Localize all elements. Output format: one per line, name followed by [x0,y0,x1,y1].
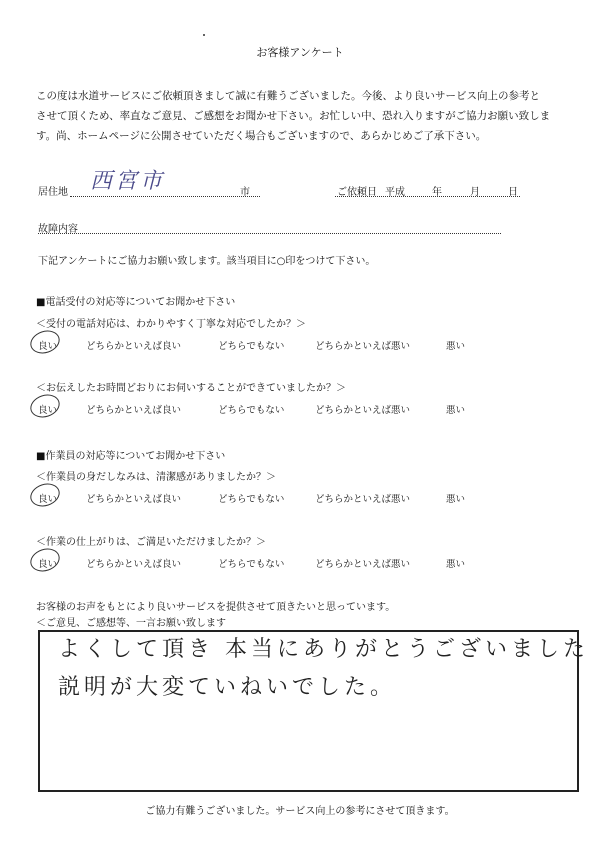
intro-text [36,86,576,146]
footer-text: ご協力有難うございました。サービス向上の参考にさせて頂きます。 [145,806,455,817]
option-good[interactable] [38,402,57,416]
selected-circle-mark [27,391,62,421]
request-date-era: 平成 [385,187,405,198]
option-somewhat-bad[interactable]: どちらかといえば悪い [315,559,411,570]
residence-line [70,196,260,197]
selected-circle-mark [27,480,62,510]
option-somewhat-bad[interactable]: どちらかといえば悪い [315,405,411,416]
option-somewhat-good[interactable]: どちらかといえば良い [86,341,182,352]
selected-circle-mark [27,545,62,575]
option-neutral[interactable]: どちらでもない [218,559,285,570]
option-label: 良い [38,341,58,352]
option-somewhat-good[interactable]: どちらかといえば良い [86,494,182,505]
question-text: ＜受付の電話対応は、わかりやすく丁寧な対応でしたか？＞ [36,319,306,330]
request-date-year: 年 [432,187,442,198]
section-heading: ■電話受付の対応等についてお聞かせ下さい [36,297,236,308]
intro-line: させて頂くため、率直なご意見、ご感想をお聞かせ下さい。お忙しい中、恐れ入りますがご協力お願い致しま [36,110,551,122]
option-bad[interactable]: 悪い [446,405,466,416]
request-date-label: ご依頼日 [337,187,377,198]
option-neutral[interactable]: どちらでもない [218,341,285,352]
option-bad[interactable]: 悪い [446,494,466,505]
question-text: ＜作業の仕上がりは、ご満足いただけましたか？＞ [36,537,266,548]
request-date-line [335,196,520,197]
option-neutral[interactable]: どちらでもない [218,494,285,505]
section-heading: ■作業員の対応等についてお聞かせ下さい [36,451,226,462]
residence-value: 西宮市 [90,169,166,194]
option-bad[interactable]: 悪い [446,341,466,352]
instruction-text: 下記アンケートにご協力お願い致します。該当項目に○印をつけて下さい。 [38,256,376,267]
option-somewhat-good[interactable]: どちらかといえば良い [86,405,182,416]
option-label: 良い [38,559,58,570]
stray-mark [203,34,205,36]
voice-intro-text: お客様のお声をもとにより良いサービスを提供させて頂きたいと思っています。 [36,602,396,613]
option-somewhat-bad[interactable]: どちらかといえば悪い [315,341,411,352]
option-bad[interactable]: 悪い [446,559,466,570]
comment-line: 説明が大変ていねいでした。 [58,675,397,700]
request-date-day: 日 [508,187,518,198]
selected-circle-mark [27,327,62,357]
option-good[interactable] [38,338,57,352]
residence-label: 居住地 [38,187,68,198]
voice-label: ＜ご意見、ご感想等、一言お願い致します [36,618,226,629]
option-good[interactable] [38,556,57,570]
question-text: ＜作業員の身だしなみは、清潔感がありましたか？＞ [36,472,276,483]
option-somewhat-good[interactable]: どちらかといえば良い [86,559,182,570]
question-text: ＜お伝えしたお時間どおりにお伺いすることができていましたか？＞ [36,383,346,394]
intro-line: す。尚、ホームページに公開させていただく場合もございますので、あらかじめご了承下さい。 [36,130,487,142]
fault-line [38,233,501,234]
comment-line: よくして頂き 本当にありがとうございました [58,637,589,662]
request-date-month: 月 [470,187,480,198]
option-neutral[interactable]: どちらでもない [218,405,285,416]
option-label: 良い [38,405,58,416]
option-somewhat-bad[interactable]: どちらかといえば悪い [315,494,411,505]
option-label: 良い [38,494,58,505]
fault-label: 故障内容 [38,224,78,235]
page-title: お客様アンケート [256,46,344,59]
intro-line: この度は水道サービスにご依頼頂きまして誠に有難うございました。今後、より良いサービス向上の参考と [36,90,540,102]
residence-suffix: 市 [240,187,250,198]
option-good[interactable] [38,491,57,505]
